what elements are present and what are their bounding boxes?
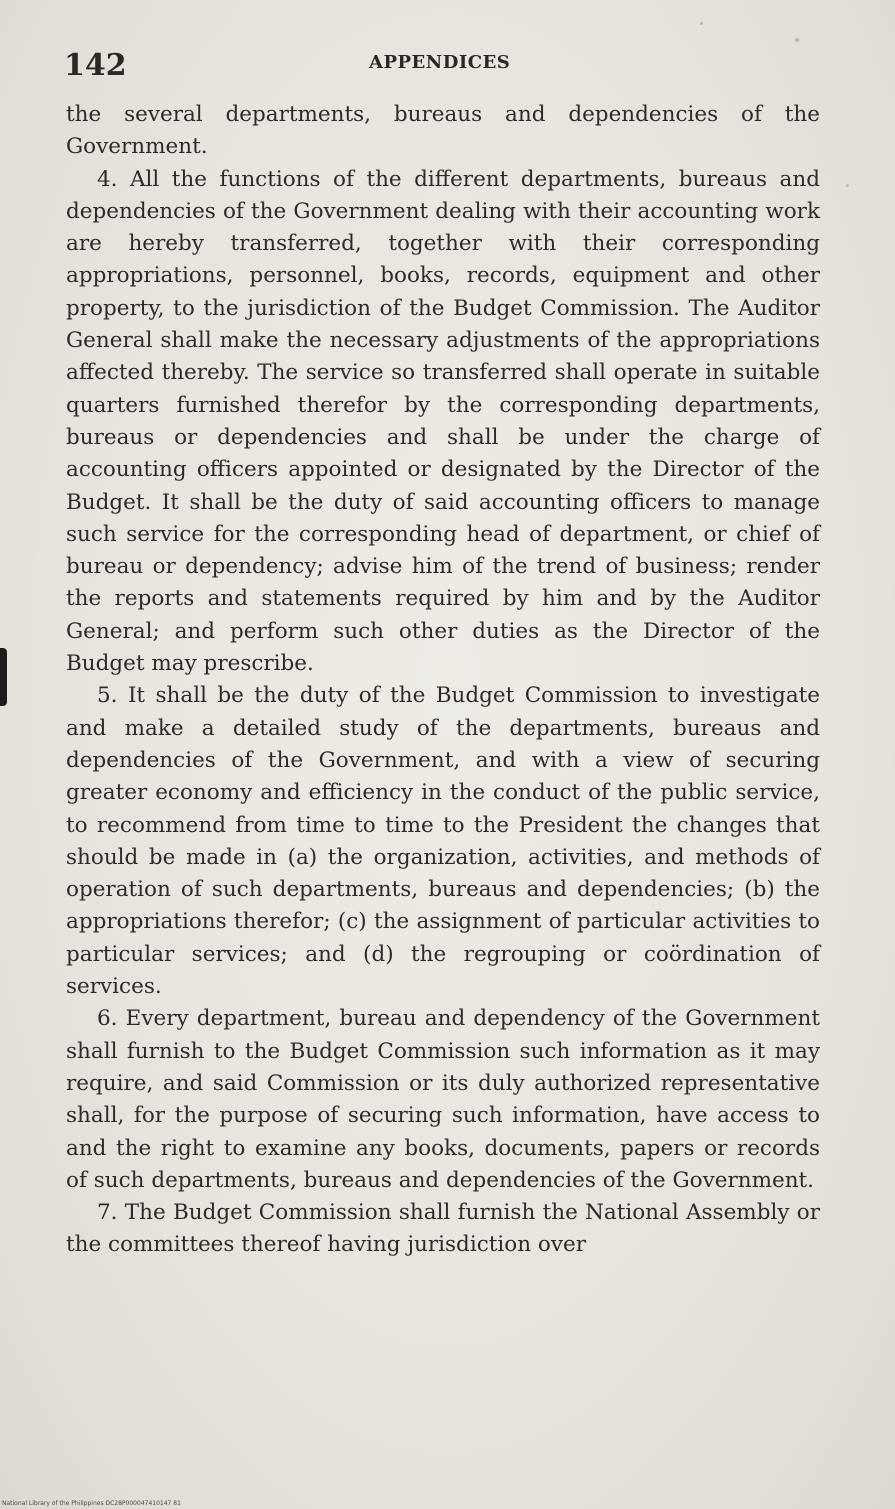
paragraph-section-5: 5. It shall be the duty of the Budget Commission to investigate and make a detailed study of the departments, bureaus and dependencies of the Government, and with a view of securing greater economy and efficiency in the conduct of the public service, to recommend from time to time to the President the changes that should be made in (a) the organization, activities, and methods of operation of such departments, bureaus and dependencies; (b) the appropriations therefor; (c) the assignment of particular activities to particular services; and (d) the regrouping or coördination of services. — [66, 683, 820, 1000]
paragraph-section-4: 4. All the functions of the different departments, bureaus and dependencies of the Government dealing with their accounting work are hereby transferred, together with their corresponding appropriations, personnel, books, records, equipment and other property, to the jurisdiction of the Budget Commission. The Auditor General shall make the necessary adjustments of the appropriations affected thereby. The service so transferred shall operate in suitable quarters furnished therefor by the corresponding departments, bureaus or dependencies and shall be under the charge of accounting officers appointed or designated by the Director of the Budget. It shall be the duty of said accounting officers to manage such service for the corresponding head of department, or chief of bureau or dependency; advise him of the trend of business; render the reports and statements required by him and by the Auditor General; and perform such other duties as the Director of the Budget may prescribe. — [66, 166, 820, 677]
paper-speck — [846, 184, 849, 187]
page-header — [64, 46, 824, 86]
scan-credit: National Library of the Philippines DC28P000047410147 81 — [2, 1500, 181, 1507]
paragraph-section-7: 7. The Budget Commission shall furnish the National Assembly or the committees thereof having jurisdiction over — [66, 1200, 820, 1258]
running-head: APPENDICES — [369, 52, 511, 73]
paper-speck — [700, 22, 703, 25]
paper-speck — [795, 38, 799, 42]
paragraph-continuation: the several departments, bureaus and dependencies of the Government. — [66, 102, 820, 160]
page-number: 142 — [64, 48, 127, 83]
scan-edge-mark — [0, 648, 7, 706]
body-text — [66, 99, 820, 1262]
paragraph-section-6: 6. Every department, bureau and dependency of the Government shall furnish to the Budget Commission such information as it may require, and said Commission or its duly authorized representative shall, for the purpose of securing such information, have access to and the right to examine any books, documents, papers or records of such departments, bureaus and dependencies of the Government. — [66, 1006, 820, 1193]
